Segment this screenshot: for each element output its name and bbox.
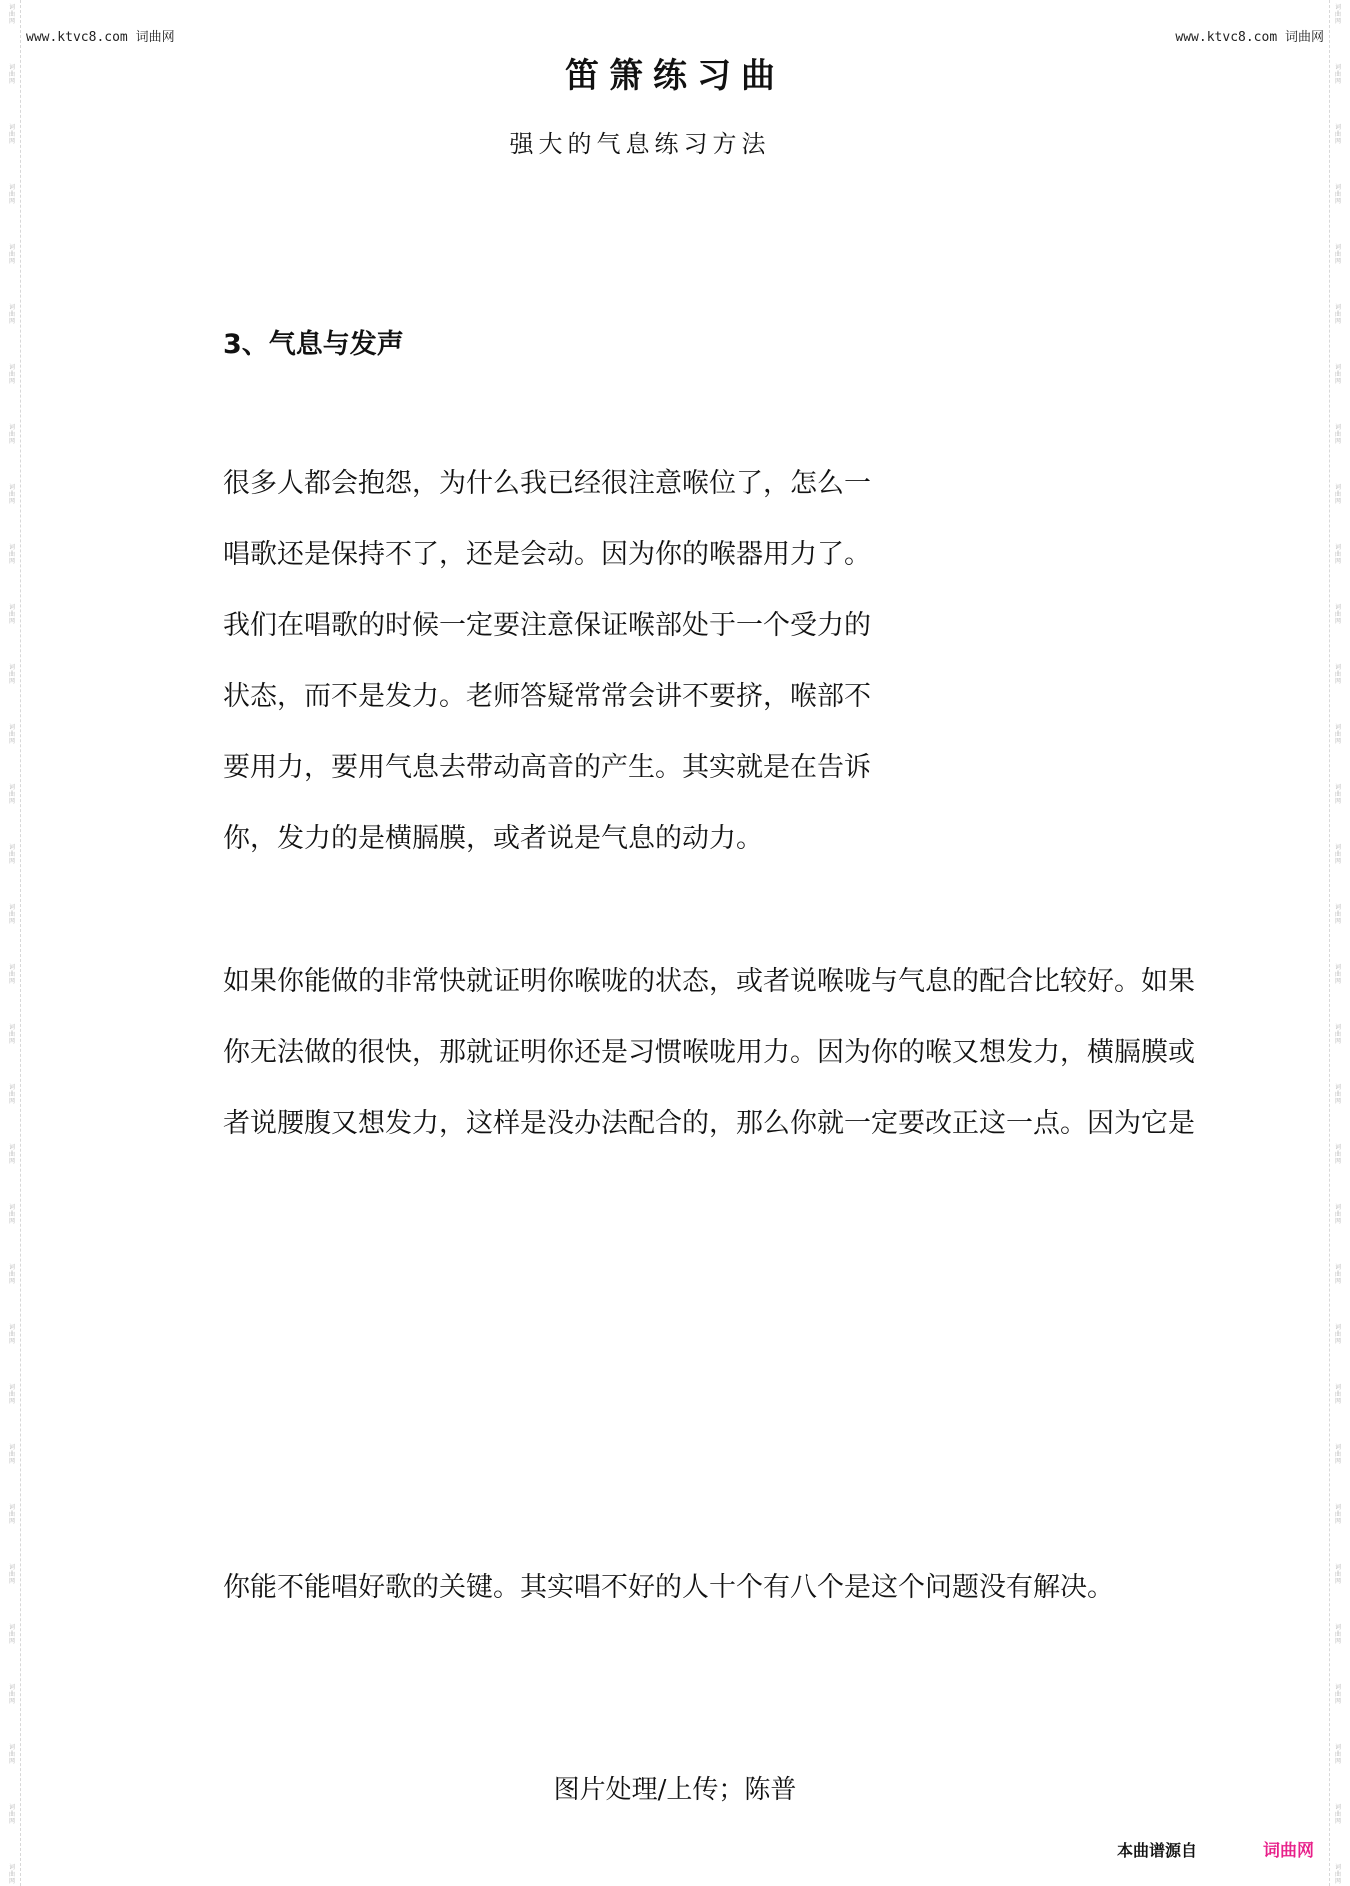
side-watermark-mark: 词 曲 网: [1334, 424, 1341, 445]
side-watermark-mark: 词 曲 网: [1334, 664, 1341, 685]
side-watermark-mark: 词 曲 网: [1334, 784, 1341, 805]
side-watermark-mark: 词 曲 网: [8, 1624, 15, 1645]
paragraph-line: 很多人都会抱怨，为什么我已经很注意喉位了，怎么一: [223, 468, 871, 499]
side-watermark-mark: 词 曲 网: [8, 784, 15, 805]
paragraph-line: 我们在唱歌的时候一定要注意保证喉部处于一个受力的: [223, 610, 871, 641]
paragraph-1: [223, 462, 923, 888]
footer-source-label: 本曲谱源自: [1117, 1841, 1198, 1860]
side-watermark-mark: 词 曲 网: [1334, 1384, 1341, 1405]
side-watermark-mark: 词 曲 网: [1334, 724, 1341, 745]
side-watermark-mark: 词 曲 网: [1334, 544, 1341, 565]
page-subtitle: 强大的气息练习方法: [509, 130, 771, 158]
header-right-url[interactable]: www.ktvc8.com: [1175, 30, 1278, 45]
side-watermark-mark: 词 曲 网: [8, 304, 15, 325]
side-watermark-mark: 词 曲 网: [1334, 1024, 1341, 1045]
side-watermark-mark: 词 曲 网: [8, 844, 15, 865]
paragraph-line: 你，发力的是横膈膜，或者说是气息的动力。: [223, 823, 763, 854]
page-title: 笛箫练习曲: [565, 56, 785, 96]
side-watermark-mark: 词 曲 网: [8, 64, 15, 85]
side-watermark-mark: 词 曲 网: [1334, 124, 1341, 145]
side-watermark-mark: 词 曲 网: [1334, 1444, 1341, 1465]
side-watermark-mark: 词 曲 网: [1334, 1804, 1341, 1825]
side-watermark-mark: 词 曲 网: [8, 484, 15, 505]
side-watermark-mark: 词 曲 网: [8, 1444, 15, 1465]
side-watermark-mark: 词 曲 网: [8, 604, 15, 625]
paragraph-line: 状态，而不是发力。老师答疑常常会讲不要挤，喉部不: [223, 681, 871, 712]
paragraph-line: 唱歌还是保持不了，还是会动。因为你的喉器用力了。: [223, 539, 871, 570]
side-watermark-mark: 词 曲 网: [1334, 1684, 1341, 1705]
side-watermark-mark: 词 曲 网: [1334, 484, 1341, 505]
header-left-site: 词曲网: [135, 30, 175, 45]
side-watermark-mark: 词 曲 网: [1334, 1324, 1341, 1345]
header-right: [1175, 26, 1324, 45]
side-watermark-mark: 词 曲 网: [8, 544, 15, 565]
side-watermark-mark: 词 曲 网: [8, 1684, 15, 1705]
side-watermark-mark: 词 曲 网: [8, 1384, 15, 1405]
side-watermark-mark: 词 曲 网: [1334, 304, 1341, 325]
header-left-url[interactable]: www.ktvc8.com: [26, 30, 128, 45]
side-watermark-mark: 词 曲 网: [8, 904, 15, 925]
side-watermark-mark: 词 曲 网: [8, 1084, 15, 1105]
side-watermark-mark: 词 曲 网: [1334, 64, 1341, 85]
paragraph-line: 者说腰腹又想发力，这样是没办法配合的，那么你就一定要改正这一点。因为它是: [223, 1108, 1195, 1139]
side-watermark-mark: 词 曲 网: [1334, 1264, 1341, 1285]
side-watermark-mark: 词 曲 网: [1334, 364, 1341, 385]
side-watermark-mark: 词 曲 网: [1334, 184, 1341, 205]
side-watermark-mark: 词 曲 网: [8, 244, 15, 265]
side-watermark-mark: 词 曲 网: [1334, 1624, 1341, 1645]
side-watermark-mark: 词 曲 网: [1334, 844, 1341, 865]
section-heading: 3、气息与发声: [223, 329, 404, 360]
side-watermark-mark: 词 曲 网: [8, 1804, 15, 1825]
side-watermark-mark: 词 曲 网: [8, 664, 15, 685]
side-watermark-mark: 词 曲 网: [8, 964, 15, 985]
footer-brand-link[interactable]: 词曲网: [1263, 1841, 1314, 1861]
header-left: [26, 26, 175, 45]
left-watermark-strip: [4, 0, 21, 1886]
side-watermark-mark: 词 曲 网: [8, 1204, 15, 1225]
paragraph-line: 如果你能做的非常快就证明你喉咙的状态，或者说喉咙与气息的配合比较好。如果: [223, 966, 1195, 997]
paragraph-line: 你能不能唱好歌的关键。其实唱不好的人十个有八个是这个问题没有解决。: [223, 1572, 1114, 1603]
side-watermark-mark: 词 曲 网: [8, 1024, 15, 1045]
right-watermark-strip: [1329, 0, 1346, 1886]
side-watermark-mark: 词 曲 网: [8, 1744, 15, 1765]
side-watermark-mark: 词 曲 网: [1334, 1864, 1341, 1885]
side-watermark-mark: 词 曲 网: [1334, 1144, 1341, 1165]
side-watermark-mark: 词 曲 网: [8, 124, 15, 145]
side-watermark-mark: 词 曲 网: [1334, 964, 1341, 985]
side-watermark-mark: 词 曲 网: [1334, 1744, 1341, 1765]
side-watermark-mark: 词 曲 网: [1334, 4, 1341, 25]
side-watermark-mark: 词 曲 网: [1334, 1204, 1341, 1225]
side-watermark-mark: 词 曲 网: [8, 1324, 15, 1345]
side-watermark-mark: 词 曲 网: [8, 4, 15, 25]
side-watermark-mark: 词 曲 网: [8, 724, 15, 745]
side-watermark-mark: 词 曲 网: [1334, 904, 1341, 925]
paragraph-line: 要用力，要用气息去带动高音的产生。其实就是在告诉: [223, 752, 871, 783]
side-watermark-mark: 词 曲 网: [1334, 1084, 1341, 1105]
side-watermark-mark: 词 曲 网: [8, 1264, 15, 1285]
side-watermark-mark: 词 曲 网: [1334, 1564, 1341, 1585]
paragraph-2: [223, 960, 1243, 1173]
side-watermark-mark: 词 曲 网: [1334, 1504, 1341, 1525]
side-watermark-mark: 词 曲 网: [1334, 604, 1341, 625]
paragraph-line: 你无法做的很快，那就证明你还是习惯喉咙用力。因为你的喉又想发力，横膈膜或: [223, 1037, 1195, 1068]
paragraph-3: [223, 1566, 1243, 1637]
side-watermark-mark: 词 曲 网: [8, 364, 15, 385]
side-watermark-mark: 词 曲 网: [8, 1564, 15, 1585]
side-watermark-mark: 词 曲 网: [8, 184, 15, 205]
side-watermark-mark: 词 曲 网: [8, 1864, 15, 1885]
side-watermark-mark: 词 曲 网: [8, 424, 15, 445]
image-credit: 图片处理/上传；陈普: [553, 1775, 797, 1805]
side-watermark-mark: 词 曲 网: [8, 1144, 15, 1165]
side-watermark-mark: 词 曲 网: [8, 1504, 15, 1525]
header-right-site: 词曲网: [1284, 30, 1324, 45]
side-watermark-mark: 词 曲 网: [1334, 244, 1341, 265]
